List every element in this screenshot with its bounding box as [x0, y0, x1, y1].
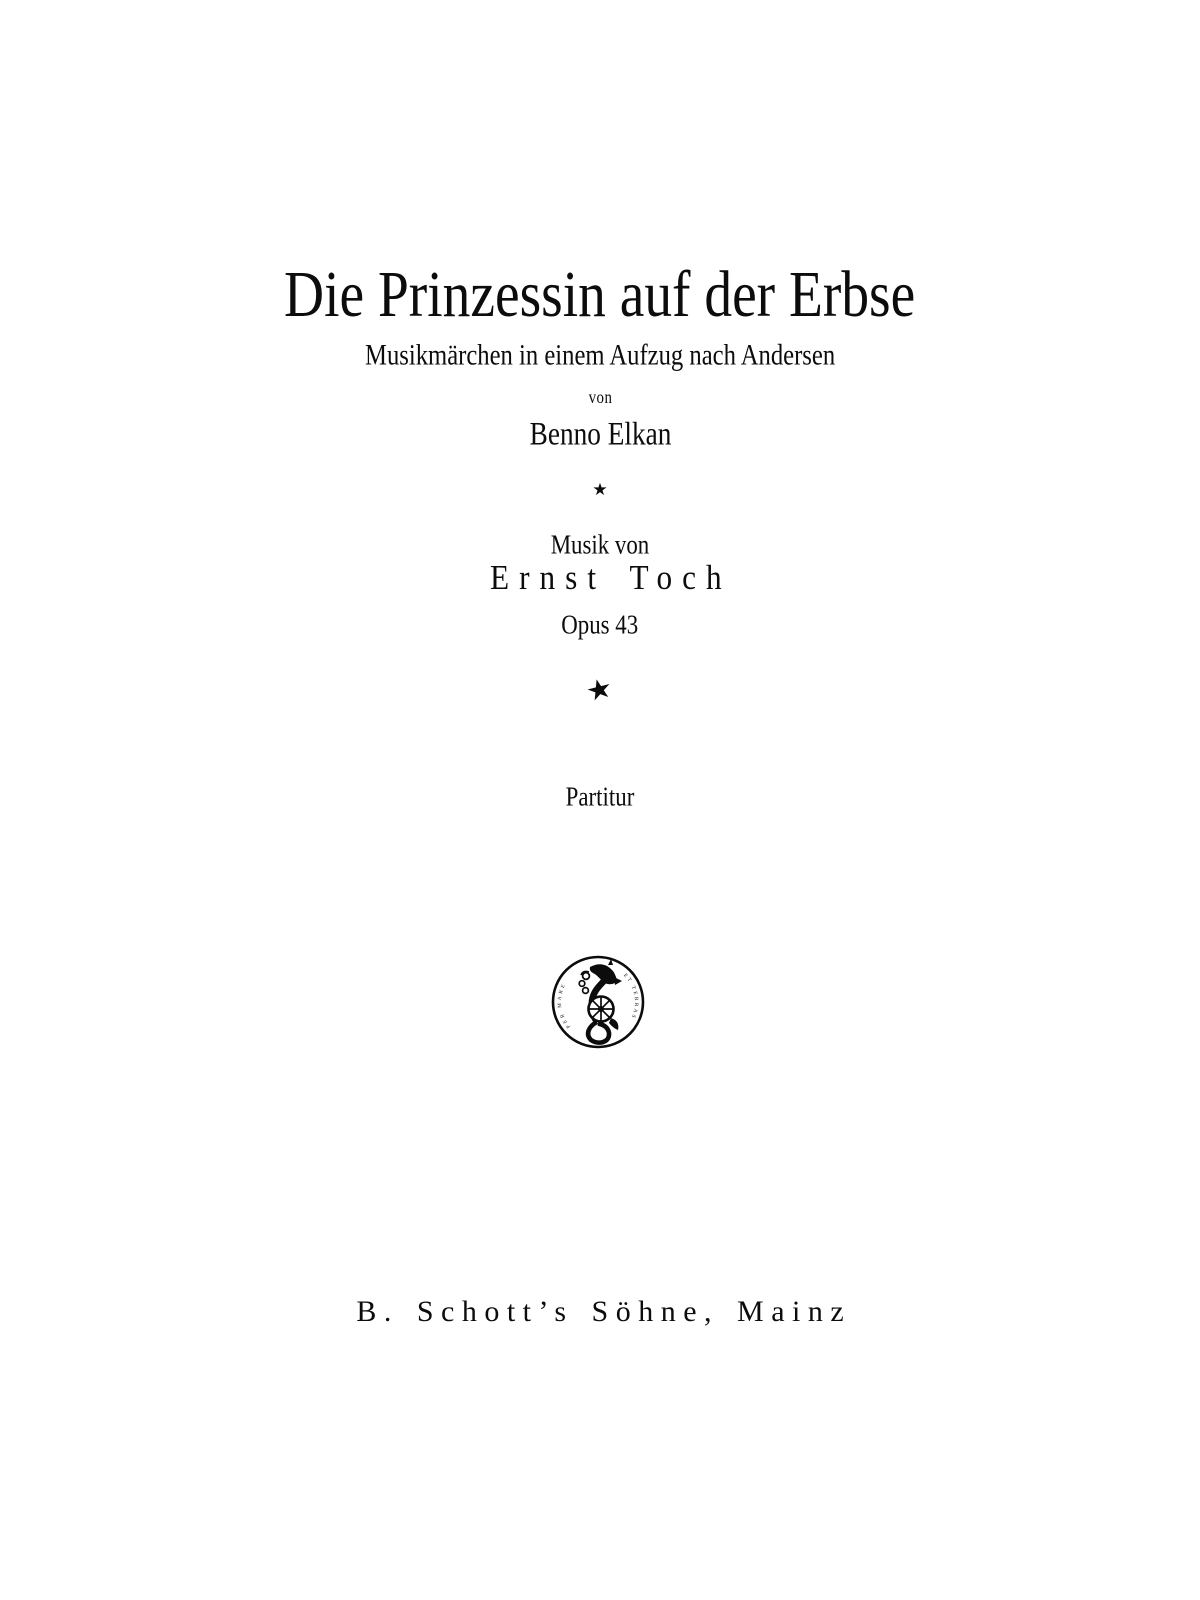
- byline-label: [0, 389, 1200, 406]
- librettist-name-text: Benno Elkan: [529, 415, 671, 452]
- publisher-imprint-text: B. Schott’s Söhne, Mainz: [356, 1295, 852, 1328]
- composer-name-text: Ernst Toch: [489, 559, 732, 598]
- opus-number-text: Opus 43: [561, 609, 639, 640]
- star-ornament-small: [0, 481, 1200, 498]
- music-by-label-text: Musik von: [550, 529, 650, 560]
- page-subtitle-text: Musikmärchen in einem Aufzug nach Andersen: [364, 339, 836, 372]
- opus-number: [0, 609, 1200, 640]
- page-title-text: Die Prinzessin auf der Erbse: [284, 257, 916, 331]
- schott-emblem-icon: [548, 952, 648, 1052]
- byline-label-text: von: [588, 387, 612, 408]
- page-subtitle: [0, 339, 1200, 372]
- star-icon: ★: [592, 480, 608, 499]
- composer-name: [0, 559, 1200, 598]
- publisher-imprint: [0, 1297, 1200, 1327]
- star-icon: ★: [583, 672, 617, 709]
- librettist-name: [0, 415, 1200, 452]
- logo-wheel: [589, 997, 614, 1022]
- logo-motto-right: ET TERRAS: [622, 972, 640, 1021]
- music-by-label: [0, 529, 1200, 560]
- page-title: [0, 257, 1200, 331]
- edition-label: [0, 781, 1200, 812]
- star-ornament-large: [0, 672, 1200, 709]
- edition-label-text: Partitur: [565, 781, 635, 812]
- logo-motto-left: PER MARE: [556, 981, 572, 1030]
- publisher-logo: [548, 952, 648, 1052]
